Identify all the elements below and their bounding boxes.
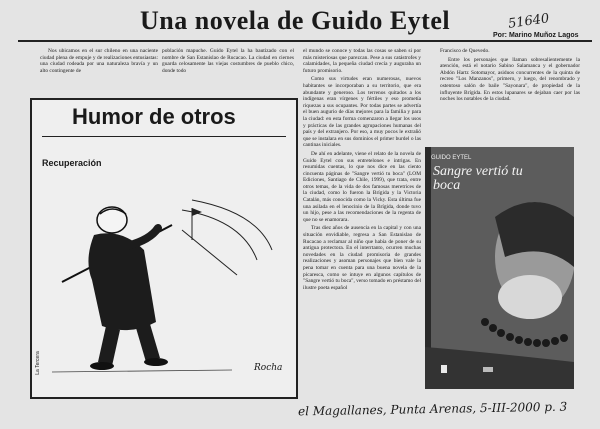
book-cover-photo bbox=[425, 147, 574, 389]
column-3-paragraph: De ahí en adelante, viene el relato de la novela de Guido Eytel con sus entretelones e intrigas. En resumidas cuentas, lo que nos dice en las ciento cincuenta páginas de "Sangre vertió tu boca" (LOM Ediciones, Santiago de Chile, 1999), que trata, entre otros temas, de la vida de dos famosas meretrices de la ciudad, como lo fueron la Brígida y la Victoria Catalán, más conocida como la Vicky. Esta última fue una asilada en el lenocinio de la Brígida, donde tuvo un hijo, pese a las recomendaciones de la regenta de que no se enamorara. bbox=[303, 150, 421, 223]
book-author: GUIDO EYTEL bbox=[431, 155, 472, 161]
book-title: Sangre vertió tu boca bbox=[433, 164, 523, 193]
column-4-paragraph: Entre los personajes que llaman sobresalientemente la atención, está el notario Sabino Salamanca y el gobernador Abdón Hartz Sotomayor, asiduos concurrentes de la quinta de recreo "Los Manzanos", primero, y luego, del renombrado y ostentoso salón de baile "Sayonara", de propiedad de la influyente Brígida. En estos lupanares se dejaban caer por las noches los notables de la ciudad. bbox=[440, 56, 580, 103]
title-rule bbox=[18, 40, 592, 42]
cartoonist-signature: Rocha bbox=[254, 363, 283, 373]
handwritten-source-note: el Magallanes, Punta Arenas, 5-III-2000 p. 3 bbox=[297, 399, 568, 419]
column-3 bbox=[303, 48, 421, 416]
column-2 bbox=[162, 48, 294, 86]
byline: Por: Marino Muñoz Lagos bbox=[493, 32, 579, 39]
cartoon-rule bbox=[42, 136, 286, 137]
article-title: Una novela de Guido Eytel bbox=[140, 6, 451, 35]
handwritten-code: 51640 bbox=[507, 11, 551, 32]
cartoon-subtitle: Recuperación bbox=[42, 158, 102, 168]
column-2-text: población mapuche. Guido Eytel la ha bautizado con el nombre de San Estanislao de Rucacao. La ciudad en ciernes guarda celosamente las viejas costumbres de pueblo chico, donde todo bbox=[162, 48, 294, 74]
column-3-paragraph: Tras diez años de ausencia en la capital y con una situación envidiable, regresa a San Estanislao de Rucacao a reclamar al niño que había de poner de su antigua protectora. En el interrtanto, ocurren muchas novedades en la ciudad promisoria de grandes realizaciones y asoman personajes que bien vale la pena tomar en cuenta para una buena novela de la picaresca, como se intuye en algunos capítulos de "Sangre vertió tu boca", verso tomado en préstamo del ilustre poeta español bbox=[303, 225, 421, 291]
column-1-text: Nos ubicamos en el sur chileno en una naciente ciudad plena de empuje y de realizaciones entusiastas: una ciudad rodeada por una naturaleza bravía y un alto contingente de bbox=[40, 48, 158, 74]
column-1 bbox=[40, 48, 158, 86]
cartoon-drawing bbox=[32, 100, 296, 397]
column-4 bbox=[440, 48, 580, 138]
cartoon-panel bbox=[30, 98, 298, 399]
column-4-paragraph: Francisco de Quevedo. bbox=[440, 48, 490, 54]
cartoon-heading: Humor de otros bbox=[72, 104, 236, 129]
column-3-paragraph: Como sus virtudes eran numerosas, nuevos habitantes se incorporaban a su territorio, que era abundante y generoso. Los terrenos quitados a los indígenas eran vírgenes y fértiles y eso prometía riquezas a sus ocupantes. Por todas partes se advertía el buen augurio de días mejores para la familia y para la ciudad: en esta forma comenzaron a llegar los usos y prácticas de las grandes agrupaciones humanas del país y del extranjero. Por eso, a muy pocos le extrañó que se instalara en sus dominios el primer burdel o las cantinas iniciales. bbox=[303, 76, 421, 149]
column-3-paragraph: el mundo se conoce y todas las cosas se saben si por más misteriosas que parezcan. Pese a sus catástrofes y calamidades, la pequeña ciudad crecía y auguraba un futuro promisorio. bbox=[303, 48, 421, 74]
cartoon-credit: La Tercera bbox=[34, 351, 41, 375]
